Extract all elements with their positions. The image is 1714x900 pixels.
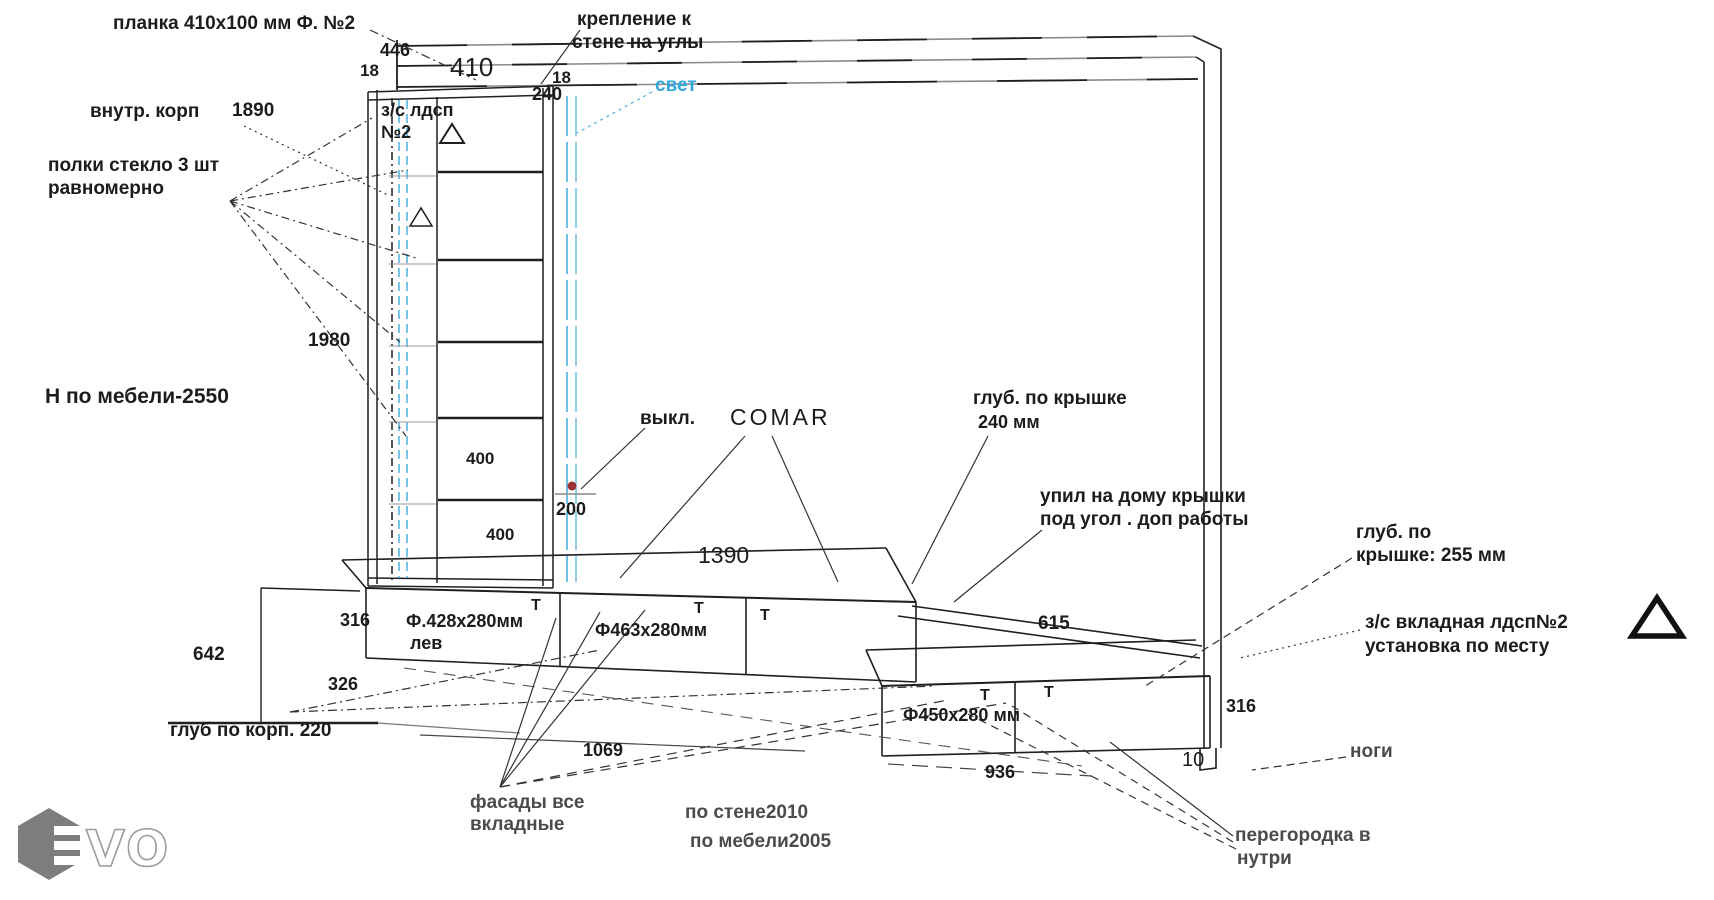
- label-polki-2: равномерно: [48, 178, 164, 199]
- label-vykl: выкл.: [640, 408, 695, 429]
- vitrine-cabinet: [368, 86, 553, 588]
- logo-letters: VO: [86, 820, 171, 878]
- label-ustanovka: установка по месту: [1365, 636, 1550, 657]
- label-dim-410: 410: [450, 52, 494, 82]
- evo-logo: [18, 808, 170, 880]
- label-peregorodka-2: нутри: [1237, 848, 1292, 869]
- label-zs-vkladnaya: з/с вкладная лдсп№2: [1365, 612, 1568, 633]
- triangle-mark-2: [410, 208, 432, 226]
- label-dim-18-left: 18: [360, 61, 379, 80]
- label-svet: свет: [655, 75, 697, 96]
- label-dim-615: 615: [1038, 613, 1070, 634]
- shelf-leaders: [230, 118, 416, 436]
- label-dim-1890: 1890: [232, 100, 275, 121]
- label-dim-1069: 1069: [583, 740, 624, 760]
- label-dim-1390: 1390: [698, 542, 750, 568]
- label-dim-326: 326: [328, 674, 359, 694]
- label-h-mebeli: Н по мебели-2550: [45, 385, 229, 408]
- label-glub255-1: глуб. по: [1356, 522, 1432, 543]
- label-po-stene: по стене2010: [685, 802, 809, 823]
- triangle-mark-1: [440, 124, 464, 143]
- label-glub255-2: крышке: 255 мм: [1356, 545, 1506, 566]
- label-dim-316-right: 316: [1226, 696, 1257, 716]
- label-po-mebeli: по мебели2005: [690, 831, 832, 852]
- label-upil-1: упил на дому крышки: [1040, 486, 1246, 507]
- label-kreplenie-2: стене на углы: [572, 32, 704, 53]
- label-zs-ldsp-2: №2: [381, 122, 412, 142]
- top-planks: [397, 36, 1198, 90]
- right-side-panel: [1193, 36, 1221, 770]
- label-dim-642: 642: [193, 644, 225, 665]
- label-zs-ldsp-1: з/с лдсп: [381, 100, 454, 120]
- label-dim-10: 10: [1182, 749, 1205, 771]
- label-vnutr-korp: внутр. корп: [90, 101, 200, 122]
- label-f428: Ф.428x280мм: [406, 611, 524, 631]
- label-polki-1: полки стекло 3 шт: [48, 155, 220, 176]
- label-f450: Ф450x280 мм: [903, 705, 1021, 725]
- triangle-mark-bold: [1632, 598, 1682, 636]
- fasady-leaders: [500, 607, 1006, 787]
- label-dim-200: 200: [556, 499, 587, 519]
- label-dim-400-a: 400: [466, 449, 495, 468]
- label-dim-446: 446: [380, 40, 411, 60]
- label-dim-936: 936: [985, 762, 1016, 782]
- label-peregorodka-1: перегородка в: [1235, 825, 1371, 846]
- label-comar: COMAR: [730, 404, 831, 430]
- label-glub240-2: 240 мм: [978, 412, 1040, 432]
- switch-dot: [568, 482, 577, 491]
- label-f463: Ф463x280мм: [595, 620, 708, 640]
- label-fasady-2: вкладные: [470, 814, 565, 835]
- dimension-lines: [168, 588, 1092, 776]
- label-fasady-1: фасады все: [470, 792, 585, 813]
- label-upil-2: под угол . доп работы: [1040, 509, 1249, 530]
- t-mark: Т: [694, 600, 704, 617]
- t-mark: Т: [531, 597, 541, 614]
- label-f428-lev: лев: [410, 633, 443, 653]
- label-dim-316-left: 316: [340, 610, 371, 630]
- glass-door-lines: [399, 100, 407, 578]
- label-kreplenie-1: крепление к: [577, 9, 692, 30]
- label-planka: планка 410x100 мм Ф. №2: [113, 13, 356, 34]
- label-nogi: ноги: [1350, 741, 1393, 762]
- label-dim-18-right: 18: [552, 68, 571, 87]
- label-glub-korp: глуб по корп. 220: [170, 720, 332, 741]
- t-mark: Т: [980, 687, 990, 704]
- label-glub240-1: глуб. по крышке: [973, 388, 1127, 409]
- t-mark: Т: [1044, 684, 1054, 701]
- label-dim-240-top: 240: [532, 84, 563, 104]
- label-dim-400-b: 400: [486, 525, 515, 544]
- label-dim-1980: 1980: [308, 330, 351, 351]
- t-mark: Т: [760, 607, 770, 624]
